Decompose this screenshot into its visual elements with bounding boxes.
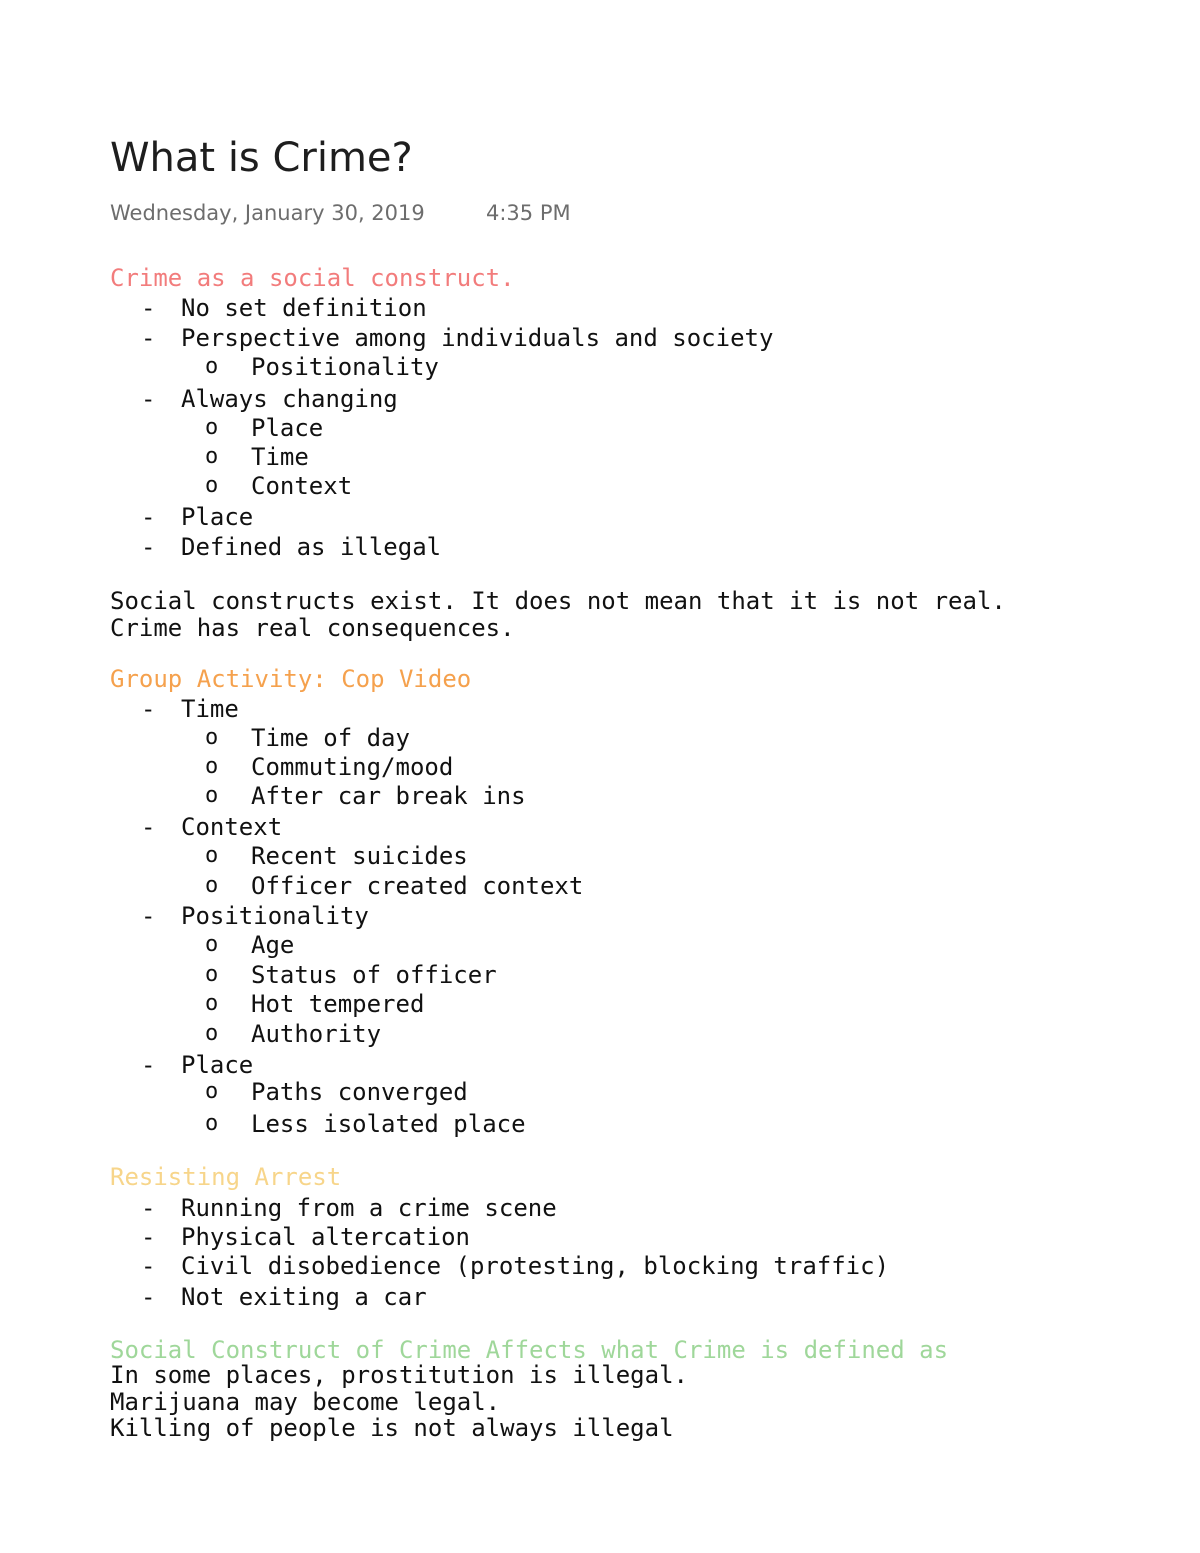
list-item: Place — [181, 503, 254, 531]
list-item: Civil disobedience (protesting, blocking traffic) — [181, 1252, 890, 1280]
list-bullet-circle: o — [205, 932, 219, 957]
list-item: Defined as illegal — [181, 533, 442, 561]
list-item: Time — [181, 695, 239, 723]
note-date: Wednesday, January 30, 2019 — [110, 201, 425, 225]
list-item: Positionality — [181, 902, 369, 930]
list-bullet-circle: o — [205, 473, 219, 498]
list-bullet-dash: - — [141, 503, 156, 531]
list-bullet-circle: o — [205, 991, 219, 1016]
list-bullet-circle: o — [205, 843, 219, 868]
list-subitem: Age — [251, 931, 295, 959]
list-bullet-dash: - — [141, 1252, 156, 1280]
list-item: Always changing — [181, 385, 398, 413]
list-subitem: Hot tempered — [251, 990, 425, 1018]
list-subitem: Commuting/mood — [251, 753, 454, 781]
list-item: Context — [181, 813, 283, 841]
list-bullet-dash: - — [141, 813, 156, 841]
section-heading-resisting-arrest: Resisting Arrest — [110, 1163, 342, 1191]
list-item: Physical altercation — [181, 1223, 470, 1251]
list-bullet-circle: o — [205, 1111, 219, 1136]
list-bullet-dash: - — [141, 533, 156, 561]
paragraph-line: Social constructs exist. It does not mean that it is not real. — [110, 587, 1006, 615]
paragraph-line: Crime has real consequences. — [110, 614, 515, 642]
list-subitem: Status of officer — [251, 961, 497, 989]
list-bullet-circle: o — [205, 962, 219, 987]
list-bullet-dash: - — [141, 902, 156, 930]
note-time: 4:35 PM — [486, 201, 571, 225]
list-subitem: Officer created context — [251, 872, 584, 900]
list-subitem: Time of day — [251, 724, 410, 752]
list-subitem: Paths converged — [251, 1078, 468, 1106]
list-item: Place — [181, 1051, 254, 1079]
list-item: Running from a crime scene — [181, 1194, 557, 1222]
page-title: What is Crime? — [110, 135, 413, 181]
list-bullet-dash: - — [141, 294, 156, 322]
list-bullet-circle: o — [205, 444, 219, 469]
list-bullet-dash: - — [141, 1194, 156, 1222]
section-heading-social-construct-affects: Social Construct of Crime Affects what Crime is defined as — [110, 1336, 949, 1364]
section-heading-group-activity: Group Activity: Cop Video — [110, 665, 472, 693]
list-item: Perspective among individuals and society — [181, 324, 774, 352]
paragraph-line: Marijuana may become legal. — [110, 1388, 501, 1416]
list-bullet-circle: o — [205, 725, 219, 750]
list-bullet-dash: - — [141, 695, 156, 723]
list-bullet-dash: - — [141, 324, 156, 352]
list-bullet-circle: o — [205, 415, 219, 440]
list-bullet-circle: o — [205, 783, 219, 808]
list-bullet-dash: - — [141, 1051, 156, 1079]
list-bullet-dash: - — [141, 385, 156, 413]
list-bullet-circle: o — [205, 1021, 219, 1046]
list-subitem: Time — [251, 443, 309, 471]
section-heading-social-construct: Crime as a social construct. — [110, 264, 515, 292]
list-subitem: Positionality — [251, 353, 439, 381]
list-bullet-dash: - — [141, 1223, 156, 1251]
list-subitem: Authority — [251, 1020, 382, 1048]
list-subitem: Recent suicides — [251, 842, 468, 870]
paragraph-line: Killing of people is not always illegal — [110, 1414, 674, 1442]
list-item: Not exiting a car — [181, 1283, 427, 1311]
list-bullet-circle: o — [205, 754, 219, 779]
list-bullet-circle: o — [205, 354, 219, 379]
list-subitem: Place — [251, 414, 324, 442]
list-subitem: Less isolated place — [251, 1110, 526, 1138]
list-bullet-circle: o — [205, 1079, 219, 1104]
list-subitem: After car break ins — [251, 782, 526, 810]
list-item: No set definition — [181, 294, 427, 322]
list-bullet-circle: o — [205, 873, 219, 898]
paragraph-line: In some places, prostitution is illegal. — [110, 1361, 688, 1389]
list-subitem: Context — [251, 472, 353, 500]
list-bullet-dash: - — [141, 1283, 156, 1311]
